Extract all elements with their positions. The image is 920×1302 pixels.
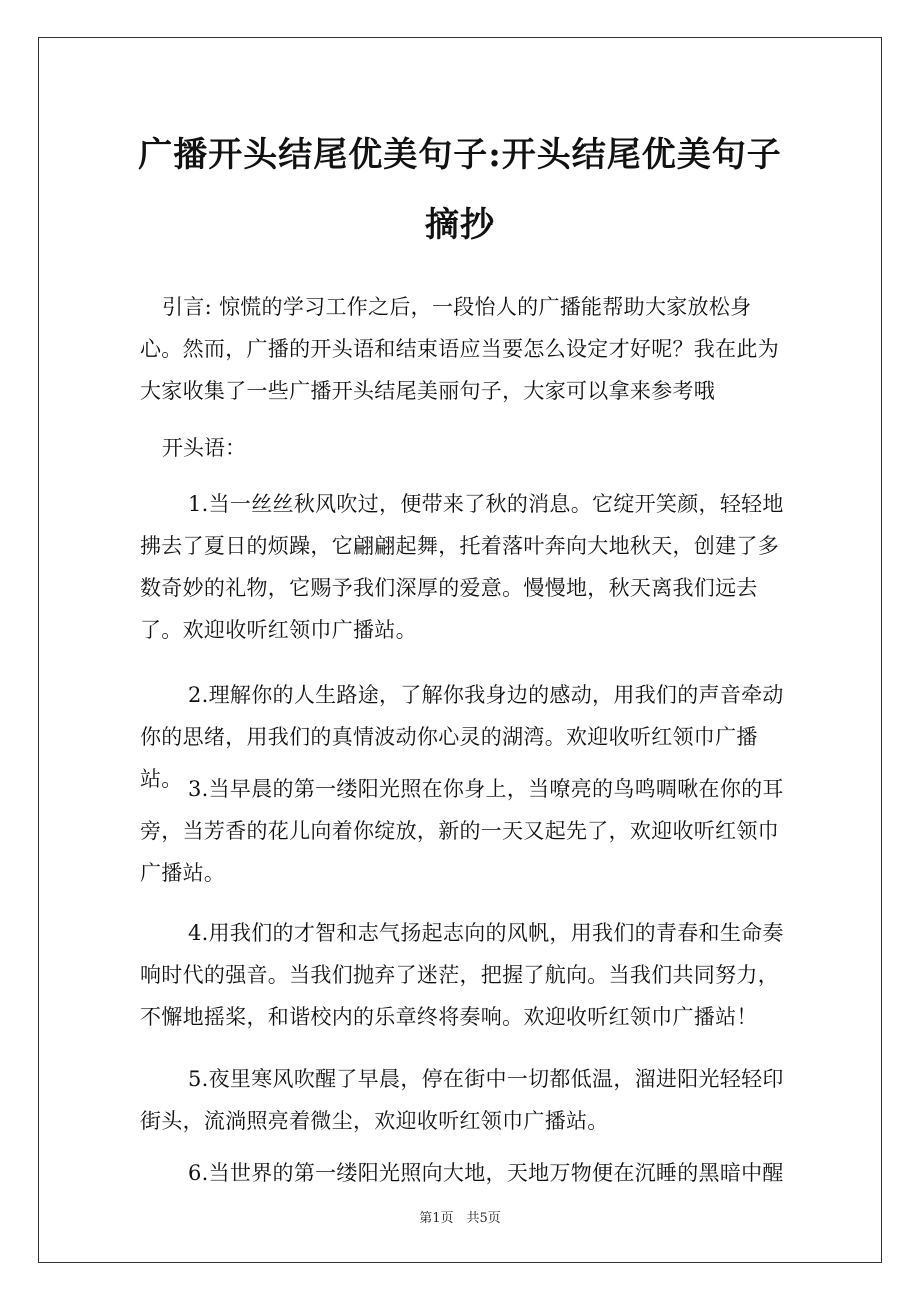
paragraph-3: 3.当早晨的第一缕阳光照在你身上，当嘹亮的鸟鸣啁啾在你的耳旁，当芳香的花儿向着你绽放，新的一天又起先了，欢迎收听红领巾广播站。	[140, 777, 784, 885]
paragraph-2: 2.理解你的人生路途，了解你我身边的感动，用我们的声音牵动你的思绪，用我们的真情波动你心灵的湖湾。欢迎收听红领巾广播站。	[140, 683, 784, 791]
section-heading: 开头语：	[162, 436, 246, 460]
paragraph-1: 1.当一丝丝秋风吹过，便带来了秋的消息。它绽开笑颜，轻轻地拂去了夏日的烦躁，它翩翩起舞，托着落叶奔向大地秋天，创建了多数奇妙的礼物，它赐予我们深厚的爱意。慢慢地，秋天离我们远去了。欢迎收听红领巾广播站。	[140, 492, 784, 642]
paragraph-6: 6.当世界的第一缕阳光照向大地，天地万物便在沉睡的黑暗中醒	[188, 1161, 784, 1185]
intro-paragraph: 引言: 惊慌的学习工作之后，一段怡人的广播能帮助大家放松身心。然而，广播的开头语和结束语应当要怎么设定才好呢？我在此为大家收集了一些广播开头结尾美丽句子，大家可以拿来参考哦	[140, 295, 779, 403]
paragraph-4: 4.用我们的才智和志气扬起志向的风帆，用我们的青春和生命奏响时代的强音。当我们抛弃了迷茫，把握了航向。当我们共同努力，不懈地摇桨，和谐校内的乐章终将奏响。欢迎收听红领巾广播站！	[140, 921, 784, 1029]
document-title-line-2: 摘抄	[425, 205, 495, 245]
paragraph-5: 5.夜里寒风吹醒了早晨，停在街中一切都低温，溜进阳光轻轻印街头，流淌照亮着微尘，欢迎收听红领巾广播站。	[140, 1067, 784, 1133]
document-title-line-1: 广播开头结尾优美句子:开头结尾优美句子	[138, 135, 782, 175]
page-footer: 第1页 共5页	[419, 1211, 501, 1226]
